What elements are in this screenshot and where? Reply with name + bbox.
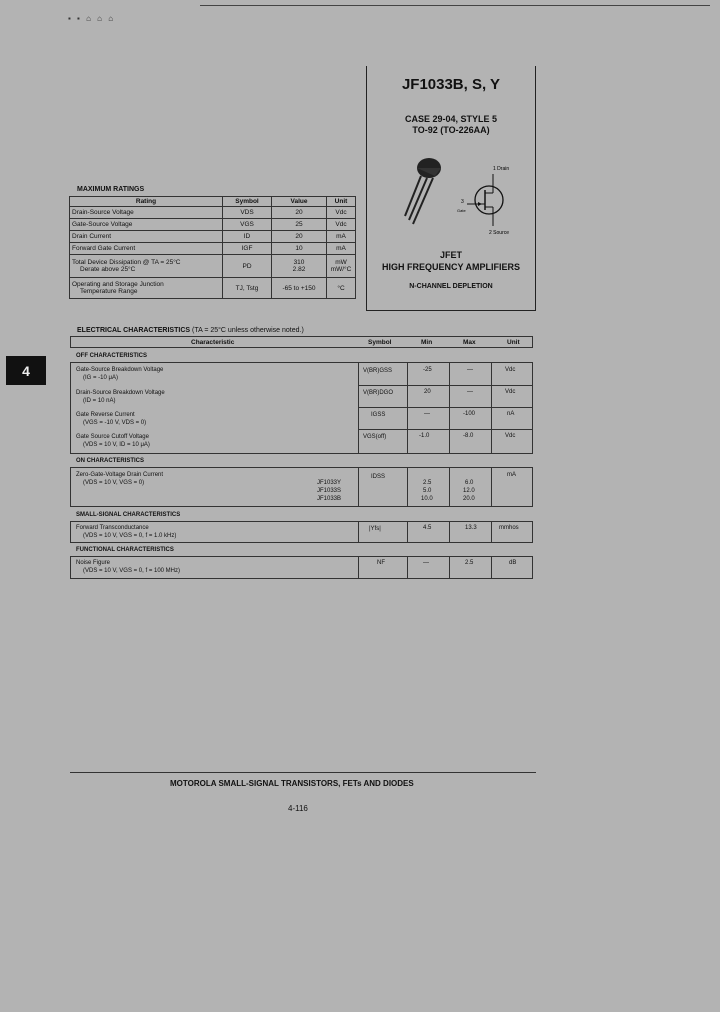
pin-source-label: 2 Source bbox=[489, 230, 510, 234]
functional-title: FUNCTIONAL CHARACTERISTICS bbox=[76, 547, 174, 553]
channel-type: N-CHANNEL DEPLETION bbox=[409, 283, 493, 290]
scan-mark: ▪ ▪ ⌂ ⌂ ⌂ bbox=[68, 14, 116, 23]
device-info-box bbox=[366, 66, 536, 311]
package-type: TO-92 (TO-226AA) bbox=[412, 125, 490, 135]
max-ratings-title: MAXIMUM RATINGS bbox=[77, 186, 145, 193]
col-symbol: Symbol bbox=[223, 197, 272, 207]
pin-3-label: 3 bbox=[461, 199, 464, 205]
table-row: Forward Gate Current IGF 10 mA bbox=[70, 243, 356, 255]
col-unit: Unit bbox=[327, 197, 356, 207]
case-style: CASE 29-04, STYLE 5 bbox=[404, 114, 498, 124]
on-block: Zero-Gate-Voltage Drain Current (VDS = 10 V, VGS = 0) JF1033Y JF1033S JF1033B IDSS 2.5 5.0 10.0 6.0 12.0 20.0 mA bbox=[70, 467, 533, 507]
table-header: Characteristic Symbol Min Max Unit bbox=[70, 336, 533, 348]
page-number: 4-116 bbox=[288, 804, 308, 813]
section-tab: 4 bbox=[6, 356, 46, 385]
pin-gate-label: Gate bbox=[457, 208, 466, 213]
off-title: OFF CHARACTERISTICS bbox=[76, 353, 147, 359]
pin-drain-label: 1 Drain bbox=[493, 166, 510, 172]
on-title: ON CHARACTERISTICS bbox=[76, 458, 145, 464]
functional-block: Noise Figure (VDS = 10 V, VGS = 0, f = 100 MHz) NF — 2.5 dB bbox=[70, 556, 533, 579]
col-value: Value bbox=[272, 197, 327, 207]
package-diagram bbox=[383, 154, 523, 234]
application: HIGH FREQUENCY AMPLIFIERS bbox=[381, 262, 520, 272]
max-ratings-table bbox=[69, 196, 356, 299]
to92-package-icon bbox=[405, 158, 441, 224]
jfet-symbol-icon bbox=[467, 174, 503, 226]
footer-title: MOTOROLA SMALL-SIGNAL TRANSISTORS, FETs AND DIODES bbox=[170, 779, 414, 788]
off-block: Gate-Source Breakdown Voltage (IG = -10 μA) V(BR)GSS -25 — Vdc Drain-Source Breakdown Voltage (ID = 10 nA) V(BR)DGO 20 — Vdc Gate Reverse Current (VGS = -10 V, VDS = 0) IGSS — -100 nA Gate Source Cutoff Voltage (VDS = 10 V, ID = 10 μA) VGS(off) -1.0 -8.0 Vdc bbox=[70, 362, 533, 454]
table-row: Drain Current ID 20 mA bbox=[70, 231, 356, 243]
part-number: JF1033B, S, Y bbox=[401, 76, 501, 93]
table-row: Operating and Storage Junction Temperature Range TJ, Tstg -65 to +150 °C bbox=[70, 278, 356, 299]
table-row: Total Device Dissipation @ TA = 25°C Derate above 25°C PD 310 2.82 mW mW/°C bbox=[70, 255, 356, 278]
small-signal-block: Forward Transconductance (VDS = 10 V, VGS = 0, f = 1.0 kHz) |Yfs| 4.5 13.3 mmhos bbox=[70, 521, 533, 543]
electrical-title: ELECTRICAL CHARACTERISTICS (TA = 25°C unless otherwise noted.) bbox=[77, 327, 304, 334]
small-signal-title: SMALL-SIGNAL CHARACTERISTICS bbox=[76, 512, 181, 518]
table-row: Drain-Source Voltage VDS 20 Vdc bbox=[70, 207, 356, 219]
top-rule bbox=[200, 5, 710, 6]
footer-rule bbox=[70, 772, 536, 773]
device-type: JFET bbox=[439, 250, 462, 260]
table-row: Gate-Source Voltage VGS 25 Vdc bbox=[70, 219, 356, 231]
col-rating: Rating bbox=[70, 197, 223, 207]
